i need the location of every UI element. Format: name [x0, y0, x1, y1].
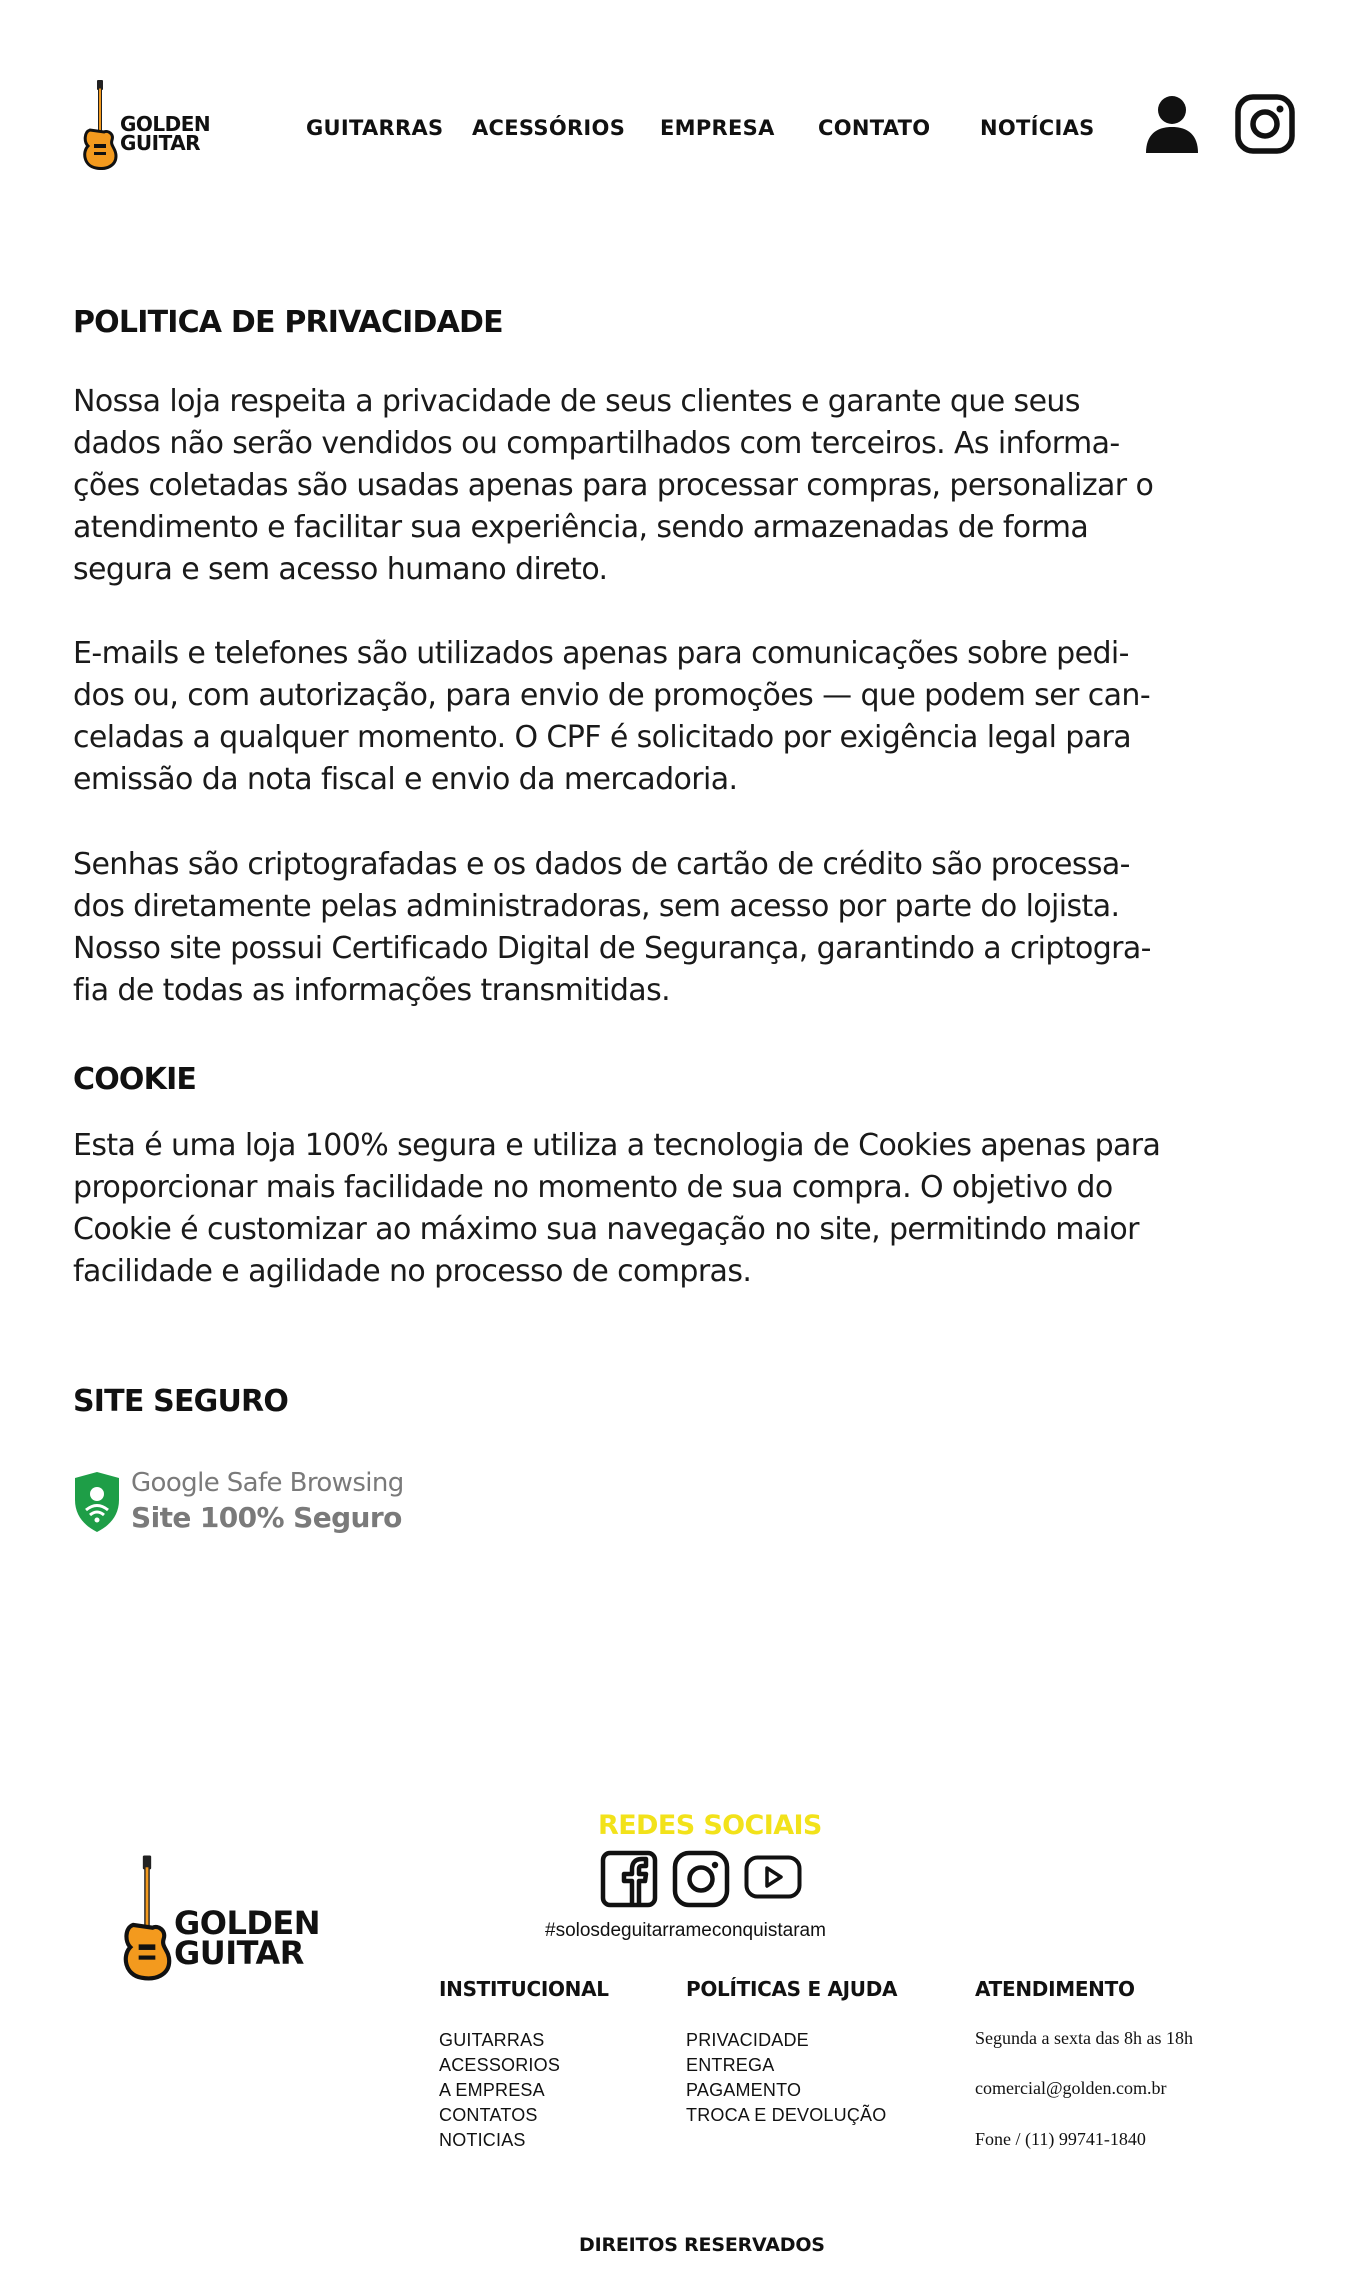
youtube-icon[interactable] [744, 1855, 802, 1899]
instagram-icon[interactable] [1235, 94, 1295, 154]
text-line: Nosso site possui Certificado Digital de Segurança, garantindo a criptogra- [73, 931, 1151, 966]
footer-link-acessorios[interactable]: ACESSORIOS [439, 2055, 561, 2075]
footer-institucional-title: INSTITUCIONAL [439, 1977, 609, 2001]
footer-logo[interactable] [122, 1848, 320, 1988]
text-line: dos ou, com autorização, para envio de promoções — que podem ser can- [73, 678, 1151, 713]
privacy-title: POLITICA DE PRIVACIDADE [73, 305, 503, 340]
secure-title: SITE SEGURO [73, 1384, 289, 1419]
guitar-logo-icon [122, 1848, 172, 1988]
privacy-paragraph-1 [73, 381, 1183, 591]
hashtag[interactable]: #solosdeguitarrameconquistaram [545, 1920, 826, 1941]
footer-politicas-title: POLÍTICAS E AJUDA [686, 1977, 898, 2001]
footer-link-empresa[interactable]: A EMPRESA [439, 2080, 545, 2100]
text-line: facilidade e agilidade no processo de compras. [73, 1254, 752, 1289]
nav-noticias[interactable]: NOTÍCIAS [980, 116, 1095, 140]
footer-link-pagamento[interactable]: PAGAMENTO [686, 2080, 802, 2100]
privacy-paragraph-2 [73, 633, 1183, 801]
badge-brand: Google [131, 1468, 220, 1498]
instagram-icon[interactable] [672, 1850, 730, 1908]
footer-link-entrega[interactable]: ENTREGA [686, 2055, 775, 2075]
footer-link-noticias[interactable]: NOTICIAS [439, 2130, 526, 2150]
header-logo[interactable] [82, 80, 210, 170]
footer-link-privacidade[interactable]: PRIVACIDADE [686, 2030, 809, 2050]
badge-line-1 [131, 1468, 404, 1498]
text-line: Nossa loja respeita a privacidade de seus clientes e garante que seus [73, 384, 1080, 419]
text-line: emissão da nota fiscal e envio da mercadoria. [73, 762, 738, 797]
user-icon[interactable] [1144, 95, 1200, 153]
footer-atendimento-title: ATENDIMENTO [975, 1977, 1135, 2001]
logo-line-2: GUITAR [174, 1934, 304, 1972]
logo-line-1: GOLDEN [174, 1903, 321, 1942]
text-line: Senhas são criptografadas e os dados de cartão de crédito são processa- [73, 847, 1130, 882]
footer-link-contatos[interactable]: CONTATOS [439, 2105, 538, 2125]
text-line: proporcionar mais facilidade no momento de sua compra. O objetivo do [73, 1170, 1113, 1205]
footer-email[interactable]: comercial@golden.com.br [975, 2078, 1167, 2098]
facebook-icon[interactable] [600, 1850, 658, 1908]
guitar-logo-icon [82, 80, 118, 170]
nav-acessorios[interactable]: ACESSÓRIOS [472, 116, 626, 140]
nav-contato[interactable]: CONTATO [818, 116, 931, 140]
rights-text: DIREITOS RESERVADOS [579, 2234, 825, 2256]
logo-line-1: GOLDEN [120, 112, 211, 136]
footer-link-troca[interactable]: TROCA E DEVOLUÇÃO [686, 2105, 887, 2125]
text-line: atendimento e facilitar sua experiência, sendo armazenadas de forma [73, 510, 1089, 545]
text-line: fia de todas as informações transmitidas. [73, 973, 671, 1008]
text-line: E-mails e telefones são utilizados apenas para comunicações sobre pedi- [73, 636, 1129, 671]
footer-phone[interactable]: Fone / (11) 99741-1840 [975, 2129, 1146, 2149]
shield-icon [73, 1470, 121, 1534]
nav-empresa[interactable]: EMPRESA [660, 116, 775, 140]
text-line: dos diretamente pelas administradoras, sem acesso por parte do lojista. [73, 889, 1120, 924]
cookie-paragraph [73, 1125, 1183, 1293]
footer-institucional-list [439, 2028, 560, 2153]
badge-product: Safe Browsing [219, 1468, 404, 1498]
text-line: ções coletadas são usadas apenas para processar compras, personalizar o [73, 468, 1154, 503]
footer-link-guitarras[interactable]: GUITARRAS [439, 2030, 545, 2050]
text-line: Esta é uma loja 100% segura e utiliza a tecnologia de Cookies apenas para [73, 1128, 1161, 1163]
social-title: REDES SOCIAIS [598, 1810, 822, 1841]
text-line: segura e sem acesso humano direto. [73, 552, 608, 587]
footer-politicas-list [686, 2028, 886, 2128]
cookie-title: COOKIE [73, 1062, 197, 1097]
nav-guitarras[interactable]: GUITARRAS [306, 116, 444, 140]
privacy-paragraph-3 [73, 844, 1183, 1012]
text-line: celadas a qualquer momento. O CPF é solicitado por exigência legal para [73, 720, 1131, 755]
text-line: dados não serão vendidos ou compartilhados com terceiros. As informa- [73, 426, 1120, 461]
footer-hours: Segunda a sexta das 8h as 18h [975, 2028, 1193, 2048]
badge-line-2: Site 100% Seguro [131, 1501, 402, 1534]
logo-line-2: GUITAR [120, 131, 201, 155]
text-line: Cookie é customizar ao máximo sua navegação no site, permitindo maior [73, 1212, 1139, 1247]
safe-browsing-badge[interactable] [73, 1468, 413, 1538]
